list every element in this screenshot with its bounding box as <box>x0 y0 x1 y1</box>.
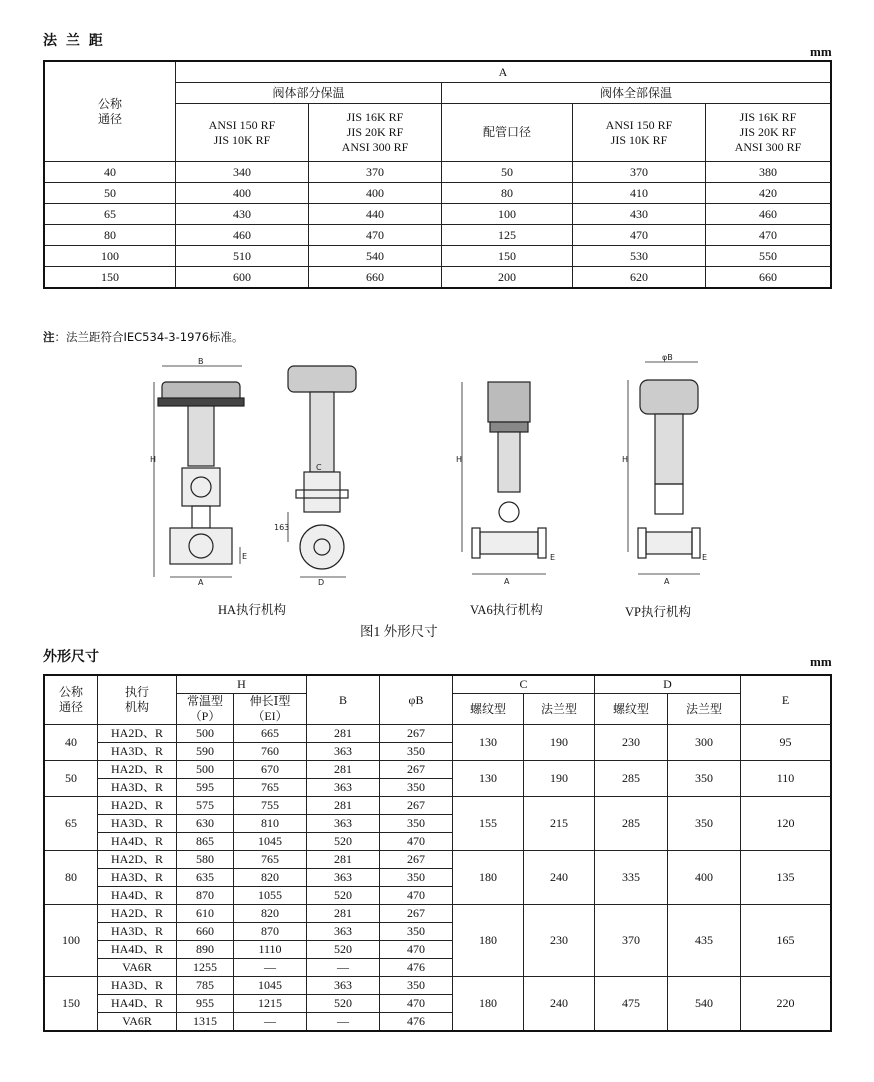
flange-distance-cell: 620 <box>573 267 706 289</box>
actuator-cell: HA3D、R <box>98 743 177 761</box>
b-cell: 363 <box>307 815 380 833</box>
dimension-drawings <box>150 352 730 600</box>
flange-distance-cell: 340 <box>176 162 309 183</box>
nominal-size-cell: 100 <box>44 246 176 267</box>
actuator-cell: HA3D、R <box>98 779 177 797</box>
va6-drawing <box>462 382 546 574</box>
flange-unit: mm <box>810 44 832 59</box>
table-row <box>44 797 831 815</box>
b-cell: 363 <box>307 743 380 761</box>
h-ext-cell: 1055 <box>234 887 307 905</box>
flange-distance-cell: 430 <box>176 204 309 225</box>
phib-cell: 470 <box>380 941 453 959</box>
flange-distance-cell: 530 <box>573 246 706 267</box>
subheader-jis16k: JIS 16K RF JIS 20K RF ANSI 300 RF <box>309 104 442 162</box>
dims-title: 外形尺寸 <box>43 649 99 665</box>
label-B: B <box>198 357 204 366</box>
c-flange-cell: 240 <box>524 977 595 1032</box>
table-row <box>44 225 831 246</box>
flange-table <box>43 60 832 289</box>
label-H-ha: H <box>150 455 157 464</box>
actuator-cell: HA3D、R <box>98 815 177 833</box>
h-normal-cell: 595 <box>177 779 234 797</box>
figure-title: 图1 外形尺寸 <box>360 624 438 639</box>
header-phiB: φB <box>380 675 453 725</box>
h-normal-cell: 785 <box>177 977 234 995</box>
flange-distance-cell: 440 <box>309 204 442 225</box>
label-E-vp: E <box>702 553 708 562</box>
b-cell: 281 <box>307 851 380 869</box>
actuator-cell: HA2D、R <box>98 797 177 815</box>
header-C: C <box>453 675 595 694</box>
phib-cell: 470 <box>380 887 453 905</box>
phib-cell: 267 <box>380 761 453 779</box>
d-screw-cell: 335 <box>595 851 668 905</box>
flange-distance-cell: 200 <box>442 267 573 289</box>
header-nominal: 公称 通径 <box>44 61 176 162</box>
d-screw-cell: 285 <box>595 797 668 851</box>
h-ext-cell: 765 <box>234 851 307 869</box>
actuator-cell: HA2D、R <box>98 905 177 923</box>
header-C-flange: 法兰型 <box>524 694 595 725</box>
d-flange-cell: 350 <box>668 761 741 797</box>
b-cell: 281 <box>307 761 380 779</box>
h-ext-cell: — <box>234 959 307 977</box>
flange-distance-cell: 540 <box>309 246 442 267</box>
label-C: C <box>316 463 322 472</box>
flange-distance-cell: 460 <box>176 225 309 246</box>
h-normal-cell: 955 <box>177 995 234 1013</box>
actuator-cell: VA6R <box>98 959 177 977</box>
h-normal-cell: 500 <box>177 761 234 779</box>
e-cell: 165 <box>741 905 832 977</box>
e-cell: 110 <box>741 761 832 797</box>
flange-distance-cell: 400 <box>309 183 442 204</box>
header-H: H <box>177 675 307 694</box>
b-cell: 520 <box>307 833 380 851</box>
note-text: ：法兰距符合IEC534-3-1976标准。 <box>54 330 244 344</box>
dimensions-table <box>43 674 832 1032</box>
nominal-size-cell: 50 <box>44 183 176 204</box>
b-cell: 281 <box>307 905 380 923</box>
actuator-cell: HA3D、R <box>98 869 177 887</box>
phib-cell: 350 <box>380 869 453 887</box>
actuator-cell: HA2D、R <box>98 725 177 743</box>
nominal-size-cell: 40 <box>44 162 176 183</box>
b-cell: 363 <box>307 869 380 887</box>
label-H-vp: H <box>622 455 629 464</box>
b-cell: 363 <box>307 977 380 995</box>
b-cell: 520 <box>307 887 380 905</box>
label-A-va6: A <box>504 577 510 586</box>
label-phiB: φB <box>662 353 673 362</box>
phib-cell: 267 <box>380 905 453 923</box>
h-ext-cell: 1110 <box>234 941 307 959</box>
nominal-size-cell: 50 <box>44 761 98 797</box>
flange-distance-cell: 100 <box>442 204 573 225</box>
h-normal-cell: 1255 <box>177 959 234 977</box>
vp-drawing <box>628 362 700 574</box>
flange-distance-cell: 660 <box>309 267 442 289</box>
h-normal-cell: 500 <box>177 725 234 743</box>
flange-distance-cell: 510 <box>176 246 309 267</box>
d-flange-cell: 350 <box>668 797 741 851</box>
flange-distance-cell: 380 <box>706 162 832 183</box>
d-flange-cell: 300 <box>668 725 741 761</box>
phib-cell: 267 <box>380 725 453 743</box>
c-flange-cell: 190 <box>524 725 595 761</box>
header-D-flange: 法兰型 <box>668 694 741 725</box>
header-A: A <box>176 61 832 83</box>
d-screw-cell: 230 <box>595 725 668 761</box>
b-cell: 363 <box>307 779 380 797</box>
actuator-cell: HA3D、R <box>98 977 177 995</box>
c-flange-cell: 215 <box>524 797 595 851</box>
caption-ha: HA执行机构 <box>218 603 287 617</box>
table-row <box>44 267 831 289</box>
h-ext-cell: 755 <box>234 797 307 815</box>
actuator-cell: HA3D、R <box>98 923 177 941</box>
c-screw-cell: 180 <box>453 851 524 905</box>
c-screw-cell: 180 <box>453 905 524 977</box>
h-normal-cell: 865 <box>177 833 234 851</box>
b-cell: 281 <box>307 797 380 815</box>
label-A-ha: A <box>198 578 204 587</box>
b-cell: 281 <box>307 725 380 743</box>
h-ext-cell: 820 <box>234 905 307 923</box>
flange-distance-cell: 430 <box>573 204 706 225</box>
phib-cell: 350 <box>380 779 453 797</box>
h-ext-cell: 760 <box>234 743 307 761</box>
header-actuator: 执行 机构 <box>98 675 177 725</box>
ha-front-drawing <box>154 366 244 577</box>
header-D: D <box>595 675 741 694</box>
d-flange-cell: 435 <box>668 905 741 977</box>
actuator-cell: HA2D、R <box>98 761 177 779</box>
nominal-size-cell: 150 <box>44 977 98 1032</box>
flange-distance-cell: 470 <box>573 225 706 246</box>
actuator-cell: VA6R <box>98 1013 177 1032</box>
flange-distance-cell: 125 <box>442 225 573 246</box>
h-ext-cell: 1045 <box>234 833 307 851</box>
h-normal-cell: 575 <box>177 797 234 815</box>
d-flange-cell: 540 <box>668 977 741 1032</box>
phib-cell: 350 <box>380 923 453 941</box>
table-row <box>44 761 831 779</box>
d-flange-cell: 400 <box>668 851 741 905</box>
h-normal-cell: 590 <box>177 743 234 761</box>
c-screw-cell: 180 <box>453 977 524 1032</box>
header-D-screw: 螺纹型 <box>595 694 668 725</box>
b-cell: 520 <box>307 995 380 1013</box>
table-row <box>44 725 831 743</box>
header-C-screw: 螺纹型 <box>453 694 524 725</box>
phib-cell: 470 <box>380 995 453 1013</box>
h-ext-cell: 1045 <box>234 977 307 995</box>
b-cell: 520 <box>307 941 380 959</box>
d-screw-cell: 370 <box>595 905 668 977</box>
flange-distance-cell: 550 <box>706 246 832 267</box>
flange-distance-cell: 470 <box>706 225 832 246</box>
ha-side-drawing <box>288 366 356 577</box>
nominal-size-cell: 40 <box>44 725 98 761</box>
phib-cell: 267 <box>380 851 453 869</box>
h-normal-cell: 890 <box>177 941 234 959</box>
h-normal-cell: 580 <box>177 851 234 869</box>
flange-distance-cell: 410 <box>573 183 706 204</box>
phib-cell: 350 <box>380 815 453 833</box>
flange-distance-cell: 80 <box>442 183 573 204</box>
h-ext-cell: 765 <box>234 779 307 797</box>
h-ext-cell: 870 <box>234 923 307 941</box>
phib-cell: 350 <box>380 743 453 761</box>
nominal-size-cell: 150 <box>44 267 176 289</box>
phib-cell: 350 <box>380 977 453 995</box>
actuator-cell: HA4D、R <box>98 833 177 851</box>
b-cell: 363 <box>307 923 380 941</box>
table-row <box>44 183 831 204</box>
h-normal-cell: 1315 <box>177 1013 234 1032</box>
subheader-ansi150-full: ANSI 150 RF JIS 10K RF <box>573 104 706 162</box>
e-cell: 220 <box>741 977 832 1032</box>
c-flange-cell: 230 <box>524 905 595 977</box>
header-H-normal: 常温型 （P） <box>177 694 234 725</box>
flange-distance-cell: 600 <box>176 267 309 289</box>
c-flange-cell: 190 <box>524 761 595 797</box>
subheader-ansi150: ANSI 150 RF JIS 10K RF <box>176 104 309 162</box>
flange-distance-cell: 370 <box>309 162 442 183</box>
e-cell: 95 <box>741 725 832 761</box>
h-ext-cell: 665 <box>234 725 307 743</box>
h-normal-cell: 660 <box>177 923 234 941</box>
phib-cell: 470 <box>380 833 453 851</box>
table-row <box>44 905 831 923</box>
c-flange-cell: 240 <box>524 851 595 905</box>
nominal-size-cell: 80 <box>44 851 98 905</box>
actuator-cell: HA4D、R <box>98 941 177 959</box>
c-screw-cell: 130 <box>453 725 524 761</box>
actuator-cell: HA4D、R <box>98 995 177 1013</box>
label-D: D <box>318 578 325 587</box>
h-ext-cell: 1215 <box>234 995 307 1013</box>
standard-note <box>43 329 244 345</box>
flange-distance-cell: 420 <box>706 183 832 204</box>
h-ext-cell: 820 <box>234 869 307 887</box>
actuator-cell: HA2D、R <box>98 851 177 869</box>
label-E-ha: E <box>242 552 248 561</box>
label-A-vp: A <box>664 577 670 586</box>
nominal-size-cell: 100 <box>44 905 98 977</box>
header-B: B <box>307 675 380 725</box>
phib-cell: 267 <box>380 797 453 815</box>
flange-distance-cell: 400 <box>176 183 309 204</box>
c-screw-cell: 130 <box>453 761 524 797</box>
e-cell: 120 <box>741 797 832 851</box>
label-H-va6: H <box>456 455 463 464</box>
h-normal-cell: 610 <box>177 905 234 923</box>
flange-distance-cell: 150 <box>442 246 573 267</box>
dims-unit: mm <box>810 654 832 669</box>
h-normal-cell: 630 <box>177 815 234 833</box>
flange-distance-cell: 470 <box>309 225 442 246</box>
caption-vp: VP执行机构 <box>625 605 691 619</box>
flange-title: 法 兰 距 <box>43 33 105 49</box>
b-cell: — <box>307 959 380 977</box>
subheader-jis16k-full: JIS 16K RF JIS 20K RF ANSI 300 RF <box>706 104 832 162</box>
nominal-size-cell: 80 <box>44 225 176 246</box>
header-nominal: 公称 通径 <box>44 675 98 725</box>
d-screw-cell: 475 <box>595 977 668 1032</box>
nominal-size-cell: 65 <box>44 797 98 851</box>
table-row <box>44 204 831 225</box>
flange-distance-cell: 370 <box>573 162 706 183</box>
phib-cell: 476 <box>380 959 453 977</box>
nominal-size-cell: 65 <box>44 204 176 225</box>
h-normal-cell: 635 <box>177 869 234 887</box>
d-screw-cell: 285 <box>595 761 668 797</box>
flange-distance-cell: 460 <box>706 204 832 225</box>
e-cell: 135 <box>741 851 832 905</box>
actuator-cell: HA4D、R <box>98 887 177 905</box>
b-cell: — <box>307 1013 380 1032</box>
label-E-va6: E <box>550 553 556 562</box>
header-partial-insulation: 阀体部分保温 <box>176 83 442 104</box>
header-E: E <box>741 675 832 725</box>
c-screw-cell: 155 <box>453 797 524 851</box>
table-row <box>44 851 831 869</box>
flange-distance-cell: 660 <box>706 267 832 289</box>
subheader-pipe-size: 配管口径 <box>442 104 573 162</box>
h-ext-cell: — <box>234 1013 307 1032</box>
header-H-ext: 伸长Ⅰ型 （EI） <box>234 694 307 725</box>
caption-va6: VA6执行机构 <box>470 603 543 617</box>
table-row <box>44 246 831 267</box>
note-label: 注 <box>43 330 55 344</box>
h-normal-cell: 870 <box>177 887 234 905</box>
h-ext-cell: 670 <box>234 761 307 779</box>
flange-distance-cell: 50 <box>442 162 573 183</box>
label-163: 163 <box>274 523 290 532</box>
h-ext-cell: 810 <box>234 815 307 833</box>
table-row <box>44 162 831 183</box>
table-row <box>44 977 831 995</box>
header-full-insulation: 阀体全部保温 <box>442 83 832 104</box>
phib-cell: 476 <box>380 1013 453 1032</box>
